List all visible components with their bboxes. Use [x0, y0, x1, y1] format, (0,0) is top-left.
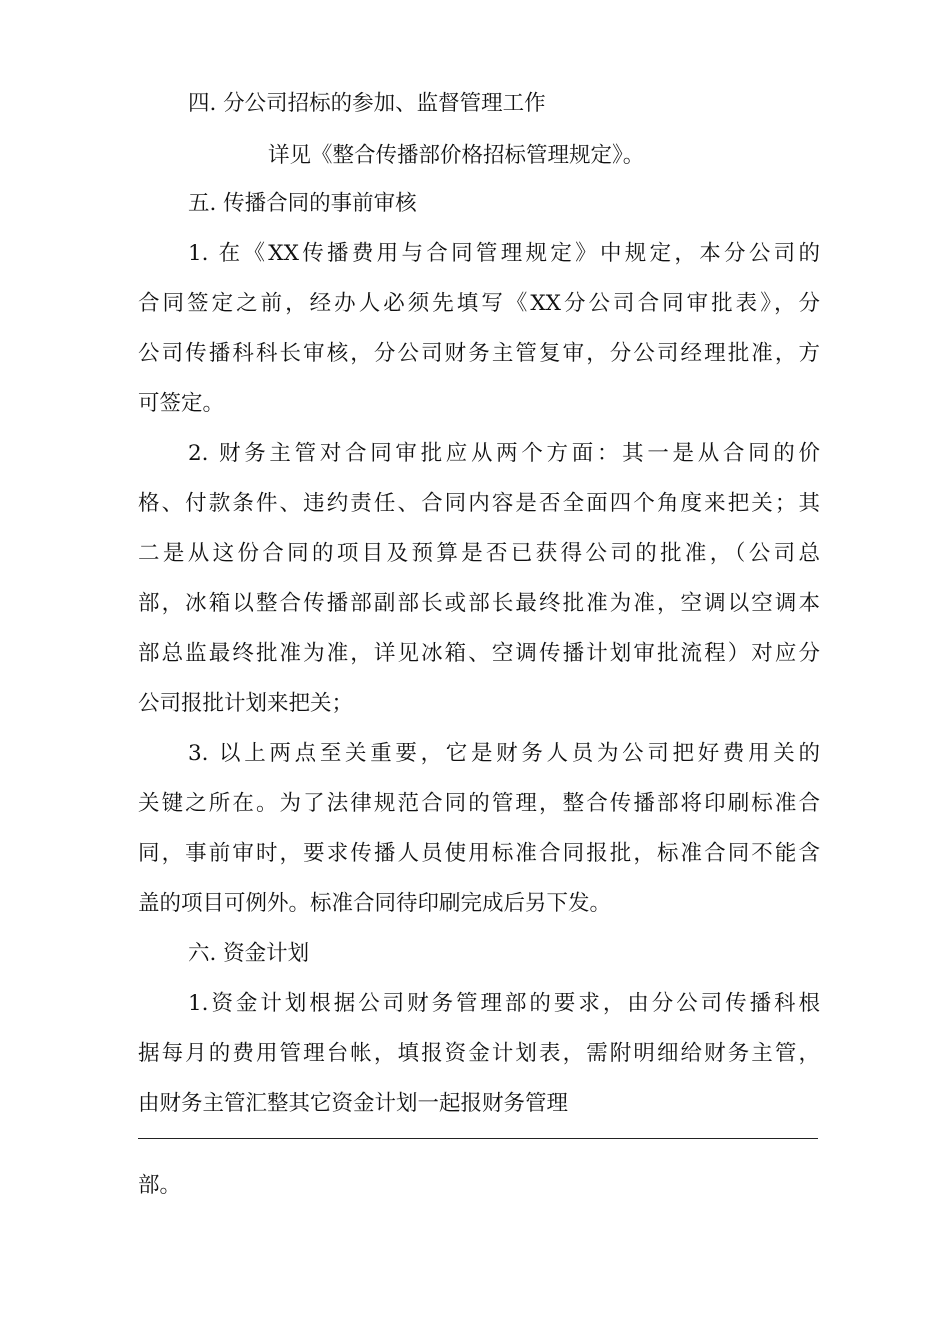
paragraph-line: 部。: [138, 1173, 182, 1198]
paragraph-line: 2. 财务主管对合同审批应从两个方面：其一是从合同的价: [188, 441, 820, 466]
paragraph-line: 盖的项目可例外。标准合同待印刷完成后另下发。: [138, 891, 612, 916]
section-heading-6: 六. 资金计划: [188, 941, 310, 966]
paragraph-line: 1.资金计划根据公司财务管理部的要求，由分公司传播科根: [188, 991, 820, 1016]
paragraph-line: 二是从这份合同的项目及预算是否已获得公司的批准，（公司总: [138, 541, 820, 566]
paragraph-line: 公司报批计划来把关；: [138, 691, 354, 716]
paragraph-line: 由财务主管汇整其它资金计划一起报财务管理: [138, 1091, 569, 1116]
section-heading-4: 四. 分公司招标的参加、监督管理工作: [188, 91, 546, 116]
paragraph-line: 公司传播科科长审核，分公司财务主管复审，分公司经理批准，方: [138, 341, 820, 366]
paragraph-line: 部，冰箱以整合传播部副部长或部长最终批准为准，空调以空调本: [138, 591, 820, 616]
paragraph-line: 同，事前审时，要求传播人员使用标准合同报批，标准合同不能含: [138, 841, 820, 866]
paragraph-line: 部总监最终批准为准，详见冰箱、空调传播计划审批流程）对应分: [138, 641, 820, 666]
paragraph-line: 格、付款条件、违约责任、合同内容是否全面四个角度来把关；其: [138, 491, 820, 516]
paragraph-line: 3. 以上两点至关重要，它是财务人员为公司把好费用关的: [188, 741, 820, 766]
paragraph-line: 据每月的费用管理台帐，填报资金计划表，需附明细给财务主管，: [138, 1041, 820, 1066]
paragraph-line: 关键之所在。为了法律规范合同的管理，整合传播部将印刷标准合: [138, 791, 820, 816]
page-break-rule: [138, 1138, 818, 1139]
paragraph-line: 1. 在《XX传播费用与合同管理规定》中规定，本分公司的: [188, 241, 820, 266]
paragraph-line: 可签定。: [138, 391, 225, 416]
paragraph-line: 合同签定之前，经办人必须先填写《XX分公司合同审批表》，分: [138, 291, 820, 316]
section-heading-5: 五. 传播合同的事前审核: [188, 191, 417, 216]
paragraph-line: 详见《整合传播部价格招标管理规定》。: [268, 143, 645, 168]
